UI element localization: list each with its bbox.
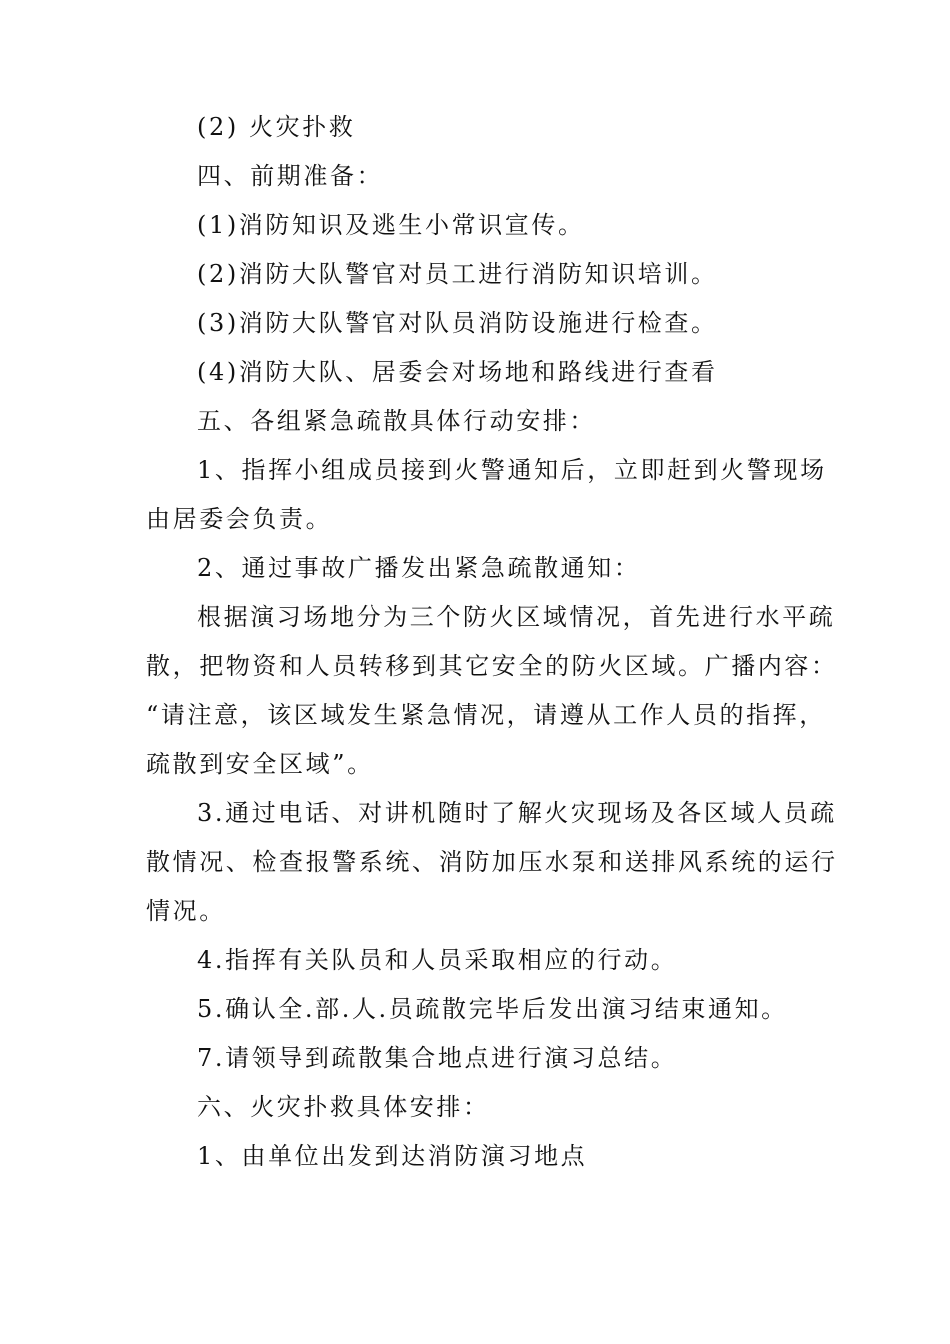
section-heading-5: 五、各组紧急疏散具体行动安排： (197, 407, 596, 435)
text-line: 由居委会负责。 (146, 505, 333, 533)
text-line: “请注意，该区域发生紧急情况，请遵从工作人员的指挥， (146, 701, 826, 729)
text-line: 1、指挥小组成员接到火警通知后，立即赶到火警现场 (197, 456, 827, 484)
text-line: 3.通过电话、对讲机随时了解火灾现场及各区域人员疏 (197, 799, 837, 827)
text-line: 7.请领导到疏散集合地点进行演习总结。 (197, 1044, 678, 1072)
text-line: (4)消防大队、居委会对场地和路线进行查看 (197, 358, 718, 386)
text-line: 1、由单位出发到达消防演习地点 (197, 1142, 588, 1170)
text-line: (2)消防大队警官对员工进行消防知识培训。 (197, 260, 718, 288)
text-line: 散，把物资和人员转移到其它安全的防火区域。广播内容： (146, 652, 838, 680)
section-heading-4: 四、前期准备： (197, 162, 384, 190)
text-line: 2、通过事故广播发出紧急疏散通知： (197, 554, 641, 582)
section-heading-6: 六、火灾扑救具体安排： (197, 1093, 490, 1121)
text-line: 4.指挥有关队员和人员采取相应的行动。 (197, 946, 678, 974)
text-line: 疏散到安全区域”。 (146, 750, 374, 778)
text-line: (2) 火灾扑救 (197, 113, 356, 141)
text-line: (1)消防知识及逃生小常识宣传。 (197, 211, 585, 239)
text-line: 根据演习场地分为三个防火区域情况，首先进行水平疏 (197, 603, 836, 631)
text-line: 情况。 (146, 897, 226, 925)
text-line: 5.确认全.部.人.员疏散完毕后发出演习结束通知。 (197, 995, 788, 1023)
document-body (146, 103, 838, 1181)
text-line: (3)消防大队警官对队员消防设施进行检查。 (197, 309, 718, 337)
text-line: 散情况、检查报警系统、消防加压水泵和送排风系统的运行 (146, 848, 838, 876)
